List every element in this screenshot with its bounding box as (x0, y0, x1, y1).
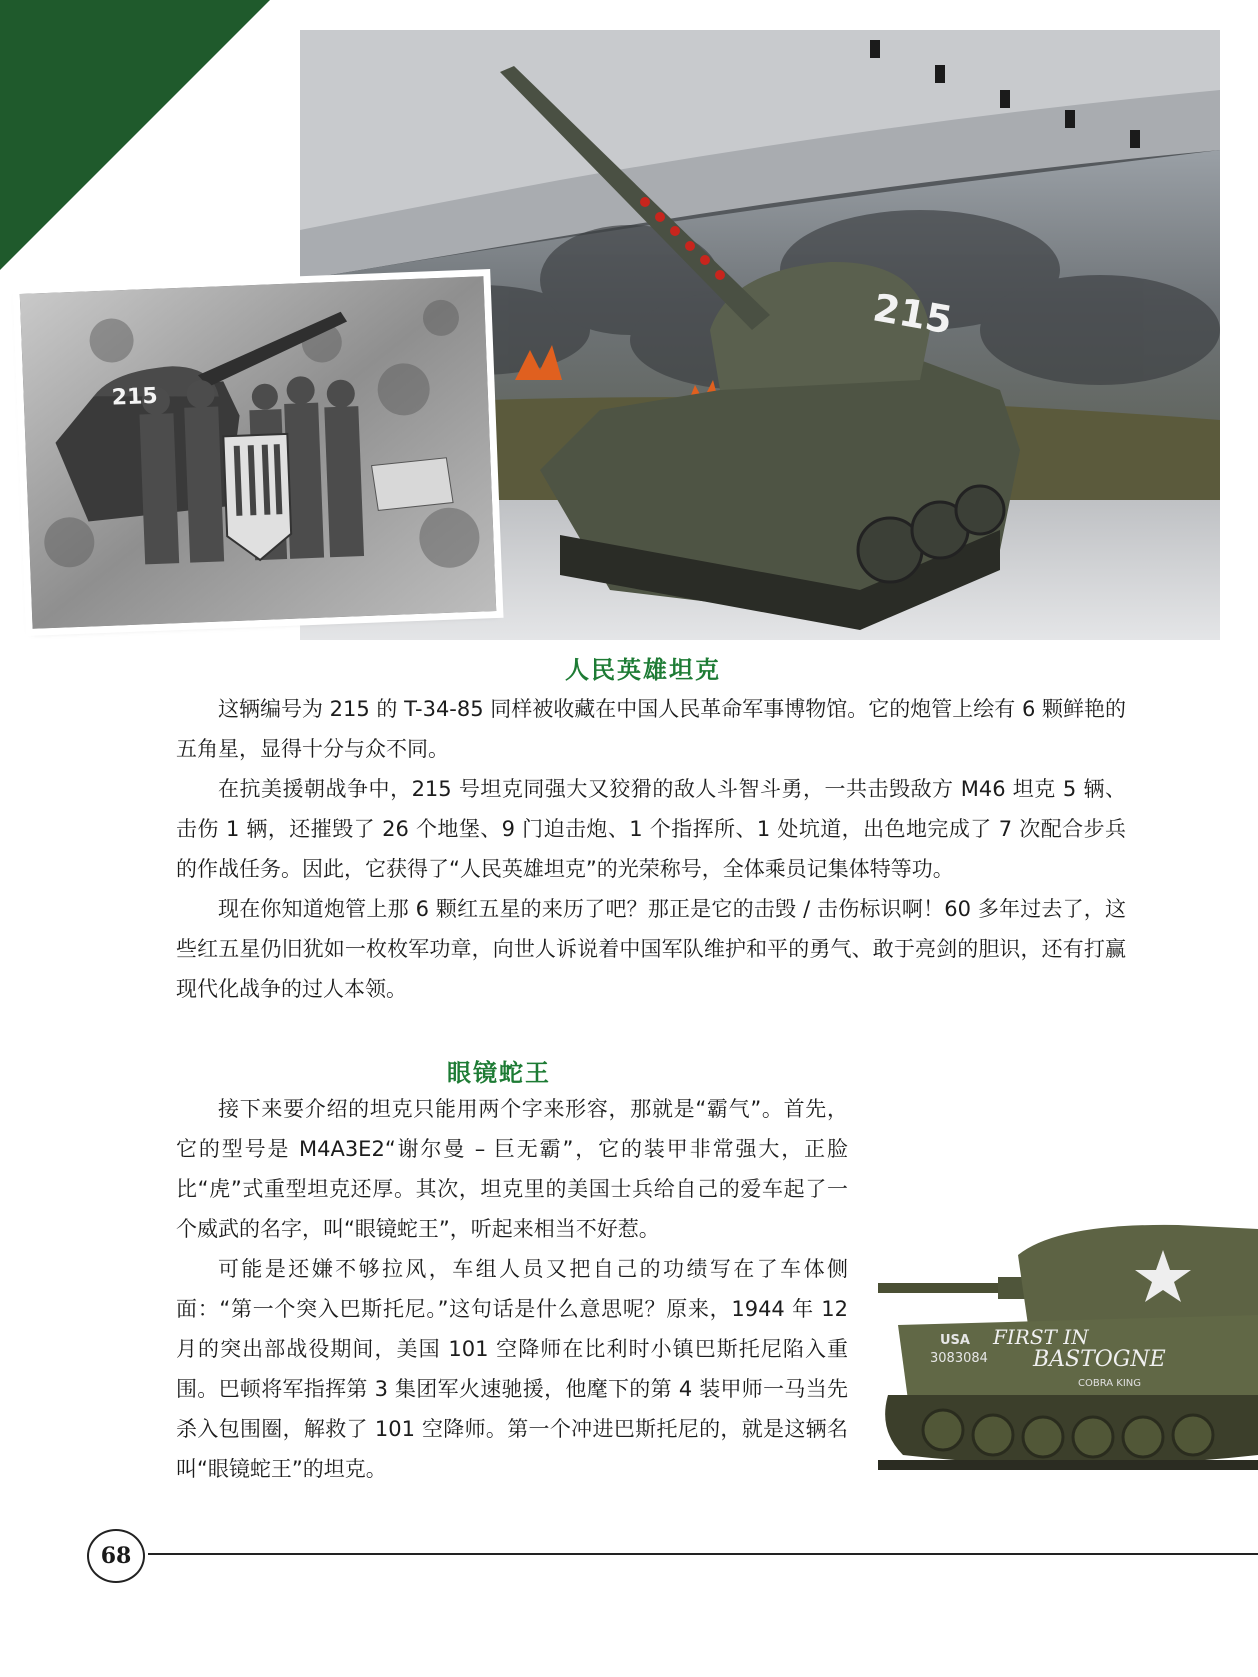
sherman-marking-bastogne: BASTOGNE (1033, 1347, 1166, 1372)
sherman-marking-cobra-king: COBRA KING (1078, 1378, 1142, 1389)
section1-paragraph: 这辆编号为 215 的 T-34-85 同样被收藏在中国人民革命军事博物馆。它的炮管上绘有 6 颗鲜艳的五角星，显得十分与众不同。 (176, 697, 1126, 761)
corner-decoration (0, 0, 270, 270)
sherman-marking-usa: USA (940, 1333, 970, 1348)
crew-photo-tank-number: 215 (111, 383, 159, 411)
section2-body (176, 1089, 848, 1489)
section1-paragraph: 在抗美援朝战争中，215 号坦克同强大又狡猾的敌人斗智斗勇，一共击毁敌方 M46 坦克 5 辆、击伤 1 辆，还摧毁了 26 个地堡、9 门迫击炮、1 个指挥所、1 处坑道，出色地完成了 7 次配合步兵的作战任务。因此，它获得了“人民英雄坦克”的光荣称号，全体乘员记集体特等功。 (176, 777, 1126, 881)
crew-photo (20, 276, 497, 629)
section2-title: 眼镜蛇王 (447, 1059, 551, 1087)
section1-body (176, 689, 1126, 1009)
footer-rule (148, 1553, 1258, 1555)
section2-paragraph: 接下来要介绍的坦克只能用两个字来形容，那就是“霸气”。首先，它的型号是 M4A3E2“谢尔曼 – 巨无霸”，它的装甲非常强大，正脸比“虎”式重型坦克还厚。其次，坦克里的美国士兵给自己的爱车起了一个威武的名字，叫“眼镜蛇王”，听起来相当不好惹。 (176, 1097, 848, 1241)
sherman-tank-illustration (878, 1185, 1258, 1490)
museum-tank-number: 215 (869, 285, 956, 343)
sherman-marking-first-in: FIRST IN (993, 1325, 1089, 1349)
sherman-marking-number: 3083084 (930, 1351, 988, 1366)
section1-title: 人民英雄坦克 (565, 656, 721, 684)
section1-paragraph: 现在你知道炮管上那 6 颗红五星的来历了吧？那正是它的击毁 / 击伤标识啊！60 多年过去了，这些红五星仍旧犹如一枚枚军功章，向世人诉说着中国军队维护和平的勇气、敢于亮剑的胆识，还有打赢现代化战争的过人本领。 (176, 897, 1126, 1001)
section2-paragraph: 可能是还嫌不够拉风，车组人员又把自己的功绩写在了车体侧面：“第一个突入巴斯托尼。”这句话是什么意思呢？原来，1944 年 12 月的突出部战役期间，美国 101 空降师在比利时小镇巴斯托尼陷入重围。巴顿将军指挥第 3 集团军火速驰援，他麾下的第 4 装甲师一马当先杀入包围圈，解救了 101 空降师。第一个冲进巴斯托尼的，就是这辆名叫“眼镜蛇王”的坦克。 (176, 1257, 848, 1481)
page-number: 68 (87, 1529, 145, 1583)
